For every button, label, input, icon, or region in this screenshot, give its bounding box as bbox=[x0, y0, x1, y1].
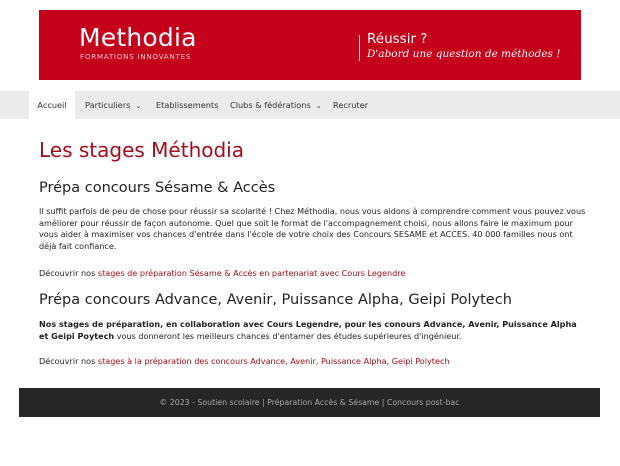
nav-item-label: Clubs & fédérations bbox=[230, 100, 311, 110]
nav-item-label: Accueil bbox=[37, 100, 67, 110]
section-heading-sesame-acces: Prépa concours Sésame & Accès bbox=[39, 180, 276, 196]
link-stages-sesame-acces[interactable]: stages de préparation Sésame & Accès en partenariat avec Cours Legendre bbox=[97, 268, 406, 278]
discover-prefix: Découvrir nos bbox=[39, 356, 98, 366]
tagline-divider bbox=[359, 35, 360, 61]
section-heading-advance-avenir: Prépa concours Advance, Avenir, Puissance Alpha, Geipi Polytech bbox=[39, 292, 512, 308]
link-stages-advance-avenir[interactable]: stages à la préparation des concours Advance, Avenir, Puissance Alpha, Geipi Polytech bbox=[97, 356, 450, 366]
nav-item-accueil[interactable] bbox=[29, 91, 75, 119]
header-banner bbox=[39, 10, 581, 80]
section-body-rest: vous donneront les meilleurs chances d'entamer des études supérieures d'ingénieur. bbox=[114, 330, 462, 341]
nav-item-particuliers[interactable] bbox=[85, 91, 141, 119]
nav-item-label: Particuliers bbox=[85, 100, 131, 110]
section-body-bold: Nos stages de préparation, en collaboration avec Cours Legendre, pour les conours Advance, Avenir, Puissance Alpha et Geipi Poytech bbox=[39, 319, 577, 341]
main-navigation bbox=[0, 91, 620, 119]
nav-item-label: Recruter bbox=[333, 100, 369, 110]
discover-line-sesame-acces bbox=[39, 268, 587, 280]
chevron-down-icon: ⌄ bbox=[135, 102, 142, 110]
footer-text: © 2023 - Soutien scolaire | Préparation Accès & Sésame | Concours post-bac bbox=[159, 398, 460, 407]
nav-item-etablissements[interactable] bbox=[156, 91, 218, 119]
nav-item-label: Etablissements bbox=[156, 100, 219, 110]
tagline-subtitle: D'abord une question de méthodes ! bbox=[367, 48, 561, 60]
section-body-sesame-acces: Il suffit parfois de peu de chose pour réussir sa scolarité ! Chez Méthodia, nous vous aidons à comprendre comment vous pouvez vous améliorer pour réussir de façon autonome. Quel que soit le format de l'accompagnement choisi, nous allons faire le maximum pour vous aider à maximiser vos chances d'entrée dans l'école de votre choix des Concours SESAME et ACCES. 40 000 familles nous ont déjà fait confiance. bbox=[39, 206, 586, 251]
nav-item-recruter[interactable] bbox=[333, 91, 368, 119]
logo-title[interactable]: Methodia bbox=[79, 23, 197, 52]
nav-item-clubs-federations[interactable] bbox=[230, 91, 322, 119]
footer bbox=[19, 388, 600, 417]
discover-prefix: Découvrir nos bbox=[39, 268, 98, 278]
page-title: Les stages Méthodia bbox=[39, 138, 244, 162]
discover-line-advance-avenir bbox=[39, 356, 587, 368]
logo-subtitle: FORMATIONS INNOVANTES bbox=[80, 52, 192, 61]
tagline-title: Réussir ? bbox=[367, 31, 428, 47]
section-body-advance-avenir bbox=[39, 319, 587, 342]
chevron-down-icon: ⌄ bbox=[315, 102, 322, 110]
